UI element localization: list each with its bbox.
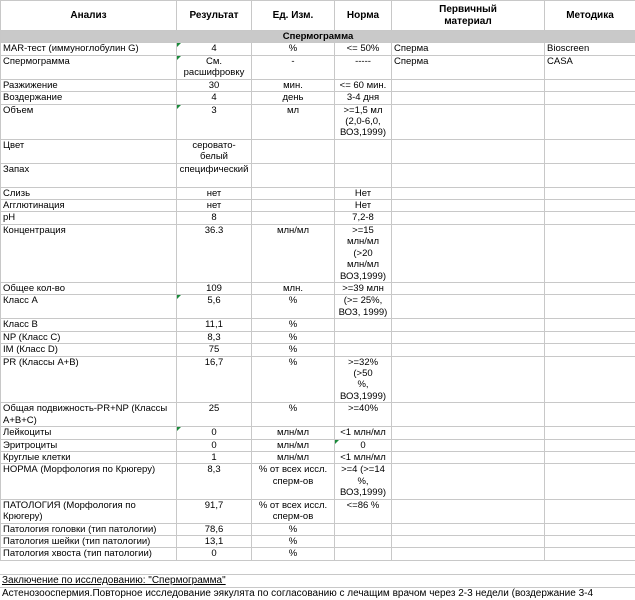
cell-result: специфический <box>177 163 252 187</box>
cell-unit: % от всех иссл. сперм-ов <box>252 499 335 523</box>
cell-unit: % <box>252 344 335 356</box>
cell-result: 0 <box>177 439 252 451</box>
cell-material <box>392 344 545 356</box>
cell-result: 11,1 <box>177 319 252 331</box>
cell-method <box>545 403 635 427</box>
cell-material <box>392 282 545 294</box>
cell-material <box>392 212 545 224</box>
cell-norm: >=39 млн <box>335 282 392 294</box>
cell-method <box>545 295 635 319</box>
cell-method <box>545 139 635 163</box>
table-row <box>1 331 635 343</box>
cell-unit: % <box>252 43 335 55</box>
cell-norm: <= 60 мин. <box>335 79 392 91</box>
cell-method <box>545 212 635 224</box>
cell-material <box>392 79 545 91</box>
cell-method <box>545 536 635 548</box>
cell-unit: млн. <box>252 282 335 294</box>
table-row <box>1 344 635 356</box>
cell-method <box>545 319 635 331</box>
table-row <box>1 200 635 212</box>
cell-analysis: Лейкоциты <box>1 427 177 439</box>
cell-method <box>545 187 635 199</box>
cell-method <box>545 523 635 535</box>
cell-norm: Нет <box>335 200 392 212</box>
section-title: Спермограмма <box>1 31 635 43</box>
cell-method <box>545 224 635 282</box>
cell-result: 4 <box>177 92 252 104</box>
cell-material <box>392 104 545 139</box>
cell-unit: - <box>252 55 335 79</box>
cell-analysis: Цвет <box>1 139 177 163</box>
cell-material <box>392 139 545 163</box>
cell-material <box>392 499 545 523</box>
cell-analysis: Патология шейки (тип патологии) <box>1 536 177 548</box>
cell-material <box>392 403 545 427</box>
table-row <box>1 439 635 451</box>
cell-result: 109 <box>177 282 252 294</box>
cell-unit: мл <box>252 104 335 139</box>
cell-result: 8 <box>177 212 252 224</box>
cell-norm: <= 50% <box>335 43 392 55</box>
table-row <box>1 163 635 187</box>
table-row <box>1 79 635 91</box>
table-row <box>1 464 635 499</box>
cell-method <box>545 439 635 451</box>
cell-result: 0 <box>177 548 252 560</box>
cell-analysis: NP (Класс С) <box>1 331 177 343</box>
cell-method <box>545 451 635 463</box>
cell-result: 5,6 <box>177 295 252 319</box>
cell-norm: (>= 25%, ВОЗ, 1999) <box>335 295 392 319</box>
cell-material <box>392 464 545 499</box>
cell-norm: <1 млн/мл <box>335 451 392 463</box>
cell-unit: млн/мл <box>252 224 335 282</box>
cell-result: 0 <box>177 427 252 439</box>
table-row <box>1 536 635 548</box>
cell-analysis: Воздержание <box>1 92 177 104</box>
cell-norm: >=4 (>=14 %, ВОЗ,1999) <box>335 464 392 499</box>
cell-analysis: Общее кол-во <box>1 282 177 294</box>
cell-result: нет <box>177 187 252 199</box>
cell-norm: 7,2-8 <box>335 212 392 224</box>
table-row <box>1 499 635 523</box>
table-row <box>1 451 635 463</box>
cell-norm: >=32% (>50 %, ВОЗ,1999) <box>335 356 392 403</box>
cell-result: 36.3 <box>177 224 252 282</box>
cell-unit: млн/мл <box>252 451 335 463</box>
cell-norm: >=40% <box>335 403 392 427</box>
cell-analysis: ПАТОЛОГИЯ (Морфология по Крюгеру) <box>1 499 177 523</box>
cell-material <box>392 523 545 535</box>
header-material: Первичный материал <box>392 1 545 31</box>
table-row <box>1 139 635 163</box>
cell-analysis: Объем <box>1 104 177 139</box>
header-result: Результат <box>177 1 252 31</box>
cell-result: 25 <box>177 403 252 427</box>
cell-analysis: Патология головки (тип патологии) <box>1 523 177 535</box>
cell-norm <box>335 523 392 535</box>
cell-method <box>545 79 635 91</box>
cell-analysis: IM (Класс D) <box>1 344 177 356</box>
cell-analysis: Круглые клетки <box>1 451 177 463</box>
cell-result: 8,3 <box>177 331 252 343</box>
cell-analysis: Класс В <box>1 319 177 331</box>
cell-material <box>392 92 545 104</box>
cell-result: нет <box>177 200 252 212</box>
cell-method <box>545 548 635 560</box>
cell-norm: >=15 млн/мл (>20 млн/мл ВОЗ,1999) <box>335 224 392 282</box>
cell-result: 16,7 <box>177 356 252 403</box>
table-row <box>1 43 635 55</box>
cell-analysis: Разжижение <box>1 79 177 91</box>
cell-analysis: pH <box>1 212 177 224</box>
cell-material <box>392 427 545 439</box>
cell-method: Bioscreen <box>545 43 635 55</box>
cell-unit: мин. <box>252 79 335 91</box>
cell-analysis: Общая подвижность-PR+NP (Классы А+В+С) <box>1 403 177 427</box>
cell-analysis: MAR-тест (иммуноглобулин G) <box>1 43 177 55</box>
cell-method <box>545 282 635 294</box>
cell-analysis: Эритроциты <box>1 439 177 451</box>
cell-analysis: Запах <box>1 163 177 187</box>
cell-result: 30 <box>177 79 252 91</box>
table-row <box>1 92 635 104</box>
cell-material <box>392 439 545 451</box>
cell-unit: % <box>252 403 335 427</box>
cell-norm <box>335 331 392 343</box>
cell-analysis: Спермограмма <box>1 55 177 79</box>
cell-norm: ----- <box>335 55 392 79</box>
cell-method <box>545 92 635 104</box>
table-row <box>1 548 635 560</box>
conclusion-title: Заключение по исследованию: "Спермограмма" <box>2 575 226 586</box>
cell-method: CASA <box>545 55 635 79</box>
cell-material <box>392 224 545 282</box>
cell-material <box>392 331 545 343</box>
cell-method <box>545 200 635 212</box>
cell-analysis: Патология хвоста (тип патологии) <box>1 548 177 560</box>
cell-norm: 0 <box>335 439 392 451</box>
cell-result: серовато- белый <box>177 139 252 163</box>
cell-norm: 3-4 дня <box>335 92 392 104</box>
cell-unit: % <box>252 523 335 535</box>
cell-method <box>545 331 635 343</box>
cell-material: Сперма <box>392 55 545 79</box>
cell-material <box>392 295 545 319</box>
cell-result: 1 <box>177 451 252 463</box>
header-analysis: Анализ <box>1 1 177 31</box>
cell-analysis: Слизь <box>1 187 177 199</box>
cell-analysis: Концентрация <box>1 224 177 282</box>
table-row <box>1 319 635 331</box>
cell-material <box>392 536 545 548</box>
cell-material: Сперма <box>392 43 545 55</box>
cell-method <box>545 427 635 439</box>
header-method: Методика <box>545 1 635 31</box>
cell-analysis: Класс А <box>1 295 177 319</box>
cell-method <box>545 499 635 523</box>
cell-material <box>392 163 545 187</box>
cell-material <box>392 548 545 560</box>
cell-unit: млн/мл <box>252 439 335 451</box>
header-row <box>1 1 635 31</box>
conclusion-text-line <box>0 587 635 600</box>
cell-norm: Нет <box>335 187 392 199</box>
table-row <box>1 403 635 427</box>
cell-material <box>392 200 545 212</box>
table-row <box>1 295 635 319</box>
table-row <box>1 187 635 199</box>
table-row <box>1 427 635 439</box>
table-row <box>1 523 635 535</box>
table-row <box>1 356 635 403</box>
cell-unit: % <box>252 356 335 403</box>
cell-unit: % от всех иссл. сперм-ов <box>252 464 335 499</box>
cell-unit <box>252 200 335 212</box>
cell-norm <box>335 344 392 356</box>
cell-norm <box>335 548 392 560</box>
cell-result: См. расшифровку <box>177 55 252 79</box>
cell-method <box>545 163 635 187</box>
cell-result: 4 <box>177 43 252 55</box>
table-row <box>1 282 635 294</box>
cell-unit: млн/мл <box>252 427 335 439</box>
cell-analysis: Агглютинация <box>1 200 177 212</box>
cell-unit <box>252 163 335 187</box>
cell-method <box>545 104 635 139</box>
cell-method <box>545 356 635 403</box>
table-row <box>1 224 635 282</box>
cell-norm: >=1,5 мл (2,0-6,0, ВОЗ,1999) <box>335 104 392 139</box>
cell-material <box>392 356 545 403</box>
cell-unit: % <box>252 295 335 319</box>
cell-material <box>392 187 545 199</box>
cell-unit: день <box>252 92 335 104</box>
cell-result: 75 <box>177 344 252 356</box>
table-row <box>1 55 635 79</box>
cell-unit <box>252 212 335 224</box>
cell-result: 3 <box>177 104 252 139</box>
table-row <box>1 212 635 224</box>
cell-method <box>545 464 635 499</box>
cell-norm: <=86 % <box>335 499 392 523</box>
cell-unit: % <box>252 319 335 331</box>
cell-result: 78,6 <box>177 523 252 535</box>
cell-result: 91,7 <box>177 499 252 523</box>
cell-unit: % <box>252 536 335 548</box>
header-norm: Норма <box>335 1 392 31</box>
cell-norm <box>335 319 392 331</box>
cell-result: 13,1 <box>177 536 252 548</box>
cell-material <box>392 451 545 463</box>
cell-norm: <1 млн/мл <box>335 427 392 439</box>
cell-unit <box>252 187 335 199</box>
table-row <box>1 104 635 139</box>
cell-norm <box>335 163 392 187</box>
section-row <box>1 31 635 43</box>
cell-norm <box>335 536 392 548</box>
cell-unit: % <box>252 331 335 343</box>
cell-method <box>545 344 635 356</box>
cell-analysis: PR (Классы А+В) <box>1 356 177 403</box>
cell-norm <box>335 139 392 163</box>
header-unit: Ед. Изм. <box>252 1 335 31</box>
cell-unit: % <box>252 548 335 560</box>
cell-analysis: НОРМА (Морфология по Крюгеру) <box>1 464 177 499</box>
conclusion-title-line <box>0 574 635 587</box>
conclusion-text: Астенозооспермия.Повторное исследование эякулята по согласованию с лечащим врачом через 2-3 недели (воздержание 3-4 <box>2 588 594 599</box>
cell-unit <box>252 139 335 163</box>
cell-material <box>392 319 545 331</box>
cell-result: 8,3 <box>177 464 252 499</box>
